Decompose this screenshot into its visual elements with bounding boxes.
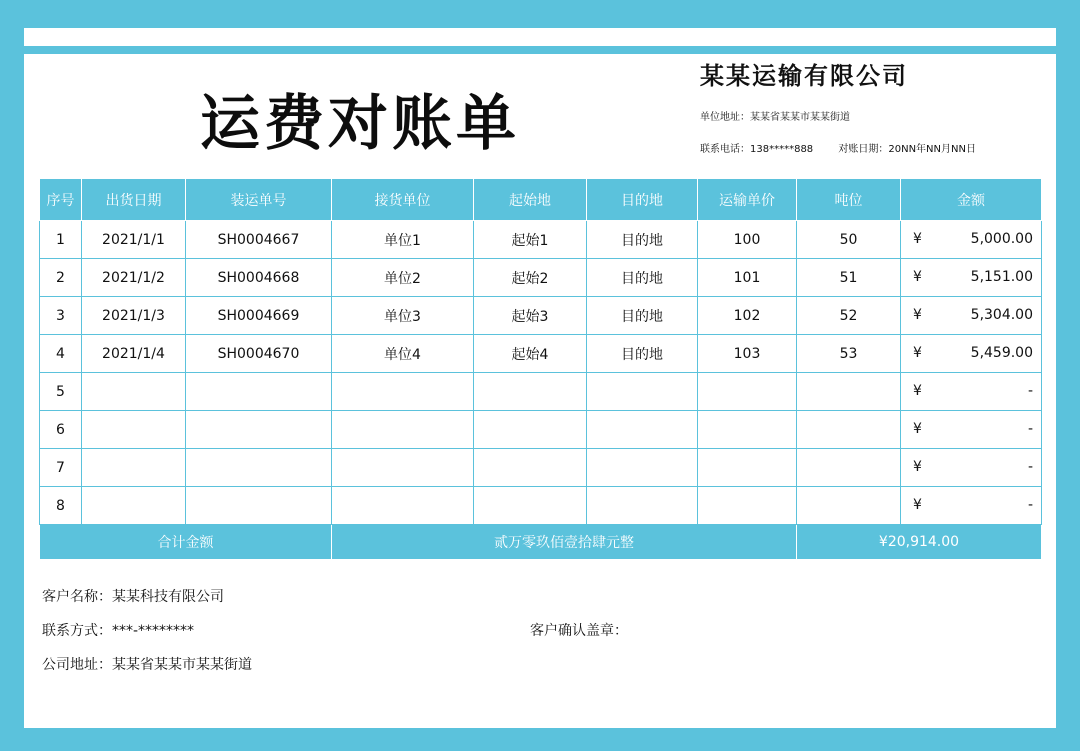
- origin-cell: 起始3: [474, 297, 587, 335]
- destination-cell: 目的地: [587, 221, 698, 259]
- receiving-unit-cell: 单位4: [332, 335, 474, 373]
- table-header-row: [40, 179, 1042, 221]
- row-number-cell: 6: [40, 411, 82, 449]
- table-row: [40, 259, 1042, 297]
- tonnage-cell: 51: [797, 259, 901, 297]
- row-number-cell: 5: [40, 373, 82, 411]
- receiving-unit-cell: 单位1: [332, 221, 474, 259]
- table-row: [40, 373, 1042, 411]
- unit-price-cell: [698, 449, 797, 487]
- shipment-number-cell: [186, 411, 332, 449]
- table-row: [40, 487, 1042, 525]
- ship-date-cell: 2021/1/3: [82, 297, 186, 335]
- shipment-number-cell: [186, 449, 332, 487]
- ship-date-cell: 2021/1/1: [82, 221, 186, 259]
- shipment-number-cell: SH0004670: [186, 335, 332, 373]
- row-number-cell: 7: [40, 449, 82, 487]
- destination-cell: [587, 449, 698, 487]
- ship-date-cell: [82, 373, 186, 411]
- header-cell: 吨位: [797, 179, 901, 221]
- customer-address: 公司地址：某某省某某市某某街道: [42, 657, 252, 673]
- receiving-unit-cell: [332, 411, 474, 449]
- origin-cell: 起始2: [474, 259, 587, 297]
- amount-value: 5,304.00: [970, 307, 1033, 323]
- unit-price-cell: [698, 487, 797, 525]
- table-row: [40, 411, 1042, 449]
- ship-date-cell: [82, 449, 186, 487]
- tonnage-cell: [797, 411, 901, 449]
- header-cell: 金额: [901, 179, 1042, 221]
- currency-symbol: ¥: [913, 459, 922, 475]
- table-row: [40, 335, 1042, 373]
- table-row: [40, 221, 1042, 259]
- row-number-cell: 1: [40, 221, 82, 259]
- origin-cell: 起始4: [474, 335, 587, 373]
- ship-date-cell: 2021/1/2: [82, 259, 186, 297]
- receiving-unit-cell: 单位2: [332, 259, 474, 297]
- row-number-cell: 4: [40, 335, 82, 373]
- shipment-number-cell: SH0004667: [186, 221, 332, 259]
- row-number-cell: 2: [40, 259, 82, 297]
- tonnage-cell: [797, 487, 901, 525]
- currency-symbol: ¥: [913, 383, 922, 399]
- unit-price-cell: 101: [698, 259, 797, 297]
- customer-contact: 联系方式：***-********: [42, 623, 195, 639]
- freight-table: [39, 178, 1042, 560]
- amount-value: -: [1027, 497, 1033, 513]
- shipment-number-cell: [186, 373, 332, 411]
- total-label: 合计金额: [40, 525, 332, 560]
- destination-cell: [587, 373, 698, 411]
- destination-cell: 目的地: [587, 297, 698, 335]
- receiving-unit-cell: [332, 373, 474, 411]
- amount-value: 5,000.00: [970, 231, 1033, 247]
- customer-name: 客户名称：某某科技有限公司: [42, 589, 224, 605]
- amount-value: -: [1027, 421, 1033, 437]
- amount-cell: [901, 259, 1042, 297]
- origin-cell: 起始1: [474, 221, 587, 259]
- currency-symbol: ¥: [913, 421, 922, 437]
- amount-value: 5,151.00: [970, 269, 1033, 285]
- statement-date: 对账日期：20NN年NN月NN日: [838, 144, 976, 155]
- amount-value: 5,459.00: [970, 345, 1033, 361]
- header-cell: 接货单位: [332, 179, 474, 221]
- tonnage-cell: 50: [797, 221, 901, 259]
- statement-sheet: [24, 28, 1056, 728]
- company-address: 单位地址：某某省某某市某某街道: [700, 112, 850, 123]
- shipment-number-cell: [186, 487, 332, 525]
- company-contact: [700, 140, 998, 155]
- row-number-cell: 3: [40, 297, 82, 335]
- header-cell: 起始地: [474, 179, 587, 221]
- destination-cell: [587, 411, 698, 449]
- unit-price-cell: [698, 373, 797, 411]
- currency-symbol: ¥: [913, 231, 922, 247]
- tonnage-cell: [797, 449, 901, 487]
- currency-symbol: ¥: [913, 269, 922, 285]
- header-cell: 目的地: [587, 179, 698, 221]
- unit-price-cell: 102: [698, 297, 797, 335]
- amount-value: -: [1027, 383, 1033, 399]
- header-cell: 装运单号: [186, 179, 332, 221]
- amount-cell: [901, 487, 1042, 525]
- ship-date-cell: [82, 411, 186, 449]
- total-in-words: 贰万零玖佰壹拾肆元整: [332, 525, 797, 560]
- ship-date-cell: 2021/1/4: [82, 335, 186, 373]
- amount-cell: [901, 335, 1042, 373]
- document-title: 运费对账单: [200, 89, 520, 159]
- shipment-number-cell: SH0004668: [186, 259, 332, 297]
- destination-cell: 目的地: [587, 335, 698, 373]
- origin-cell: [474, 487, 587, 525]
- company-phone: 联系电话：138*****888: [700, 144, 814, 155]
- unit-price-cell: 103: [698, 335, 797, 373]
- unit-price-cell: [698, 411, 797, 449]
- header-cell: 运输单价: [698, 179, 797, 221]
- table-row: [40, 297, 1042, 335]
- tonnage-cell: 52: [797, 297, 901, 335]
- ship-date-cell: [82, 487, 186, 525]
- origin-cell: [474, 373, 587, 411]
- header-cell: 序号: [40, 179, 82, 221]
- amount-cell: [901, 221, 1042, 259]
- origin-cell: [474, 411, 587, 449]
- destination-cell: [587, 487, 698, 525]
- currency-symbol: ¥: [913, 307, 922, 323]
- amount-cell: [901, 411, 1042, 449]
- tonnage-cell: [797, 373, 901, 411]
- currency-symbol: ¥: [913, 345, 922, 361]
- amount-cell: [901, 449, 1042, 487]
- receiving-unit-cell: [332, 487, 474, 525]
- table-row: [40, 449, 1042, 487]
- top-accent-bar: [24, 46, 1056, 54]
- amount-cell: [901, 297, 1042, 335]
- row-number-cell: 8: [40, 487, 82, 525]
- tonnage-cell: 53: [797, 335, 901, 373]
- shipment-number-cell: SH0004669: [186, 297, 332, 335]
- company-name: 某某运输有限公司: [700, 62, 908, 90]
- unit-price-cell: 100: [698, 221, 797, 259]
- receiving-unit-cell: 单位3: [332, 297, 474, 335]
- origin-cell: [474, 449, 587, 487]
- total-amount: ¥20,914.00: [797, 525, 1042, 560]
- destination-cell: 目的地: [587, 259, 698, 297]
- amount-value: -: [1027, 459, 1033, 475]
- currency-symbol: ¥: [913, 497, 922, 513]
- total-row: [40, 525, 1042, 560]
- customer-confirm-stamp: 客户确认盖章：: [530, 623, 628, 639]
- receiving-unit-cell: [332, 449, 474, 487]
- amount-cell: [901, 373, 1042, 411]
- header-cell: 出货日期: [82, 179, 186, 221]
